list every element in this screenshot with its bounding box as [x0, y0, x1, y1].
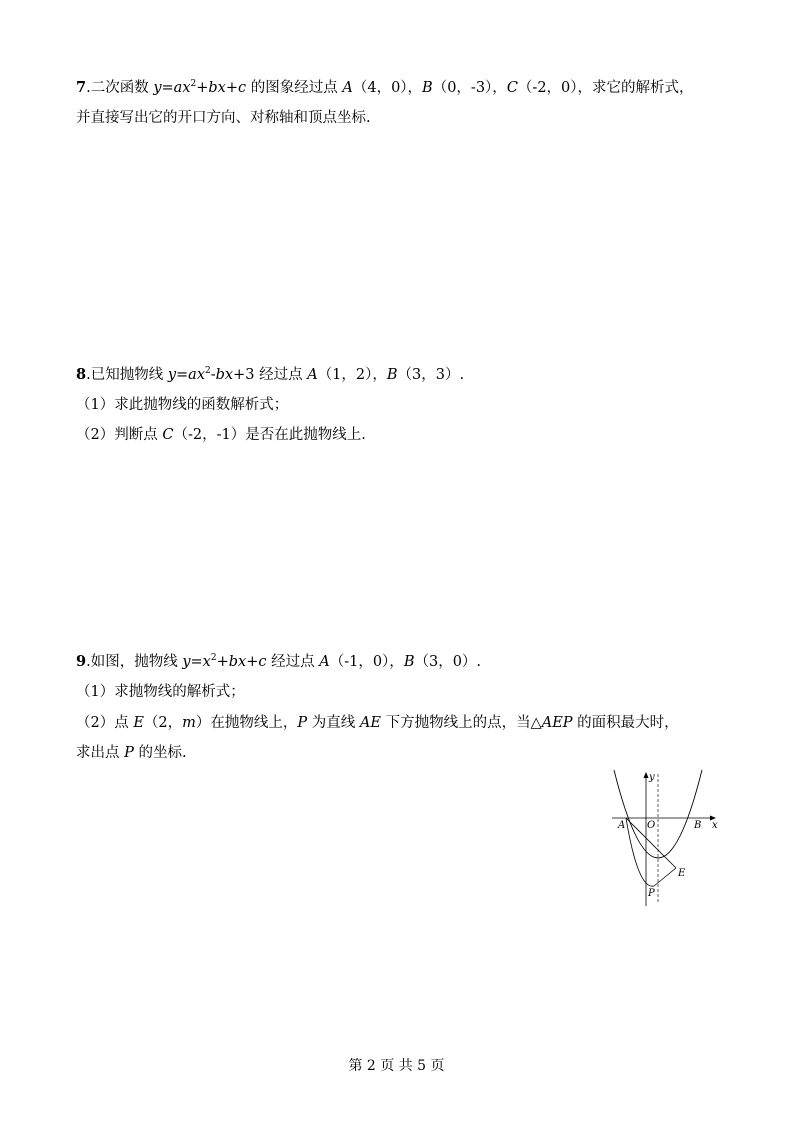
label-a: A	[618, 820, 626, 831]
q8-number: 8	[76, 366, 87, 383]
y-axis-arrow	[644, 772, 649, 778]
label-y: y	[649, 772, 655, 783]
label-b: B	[694, 820, 702, 831]
q9-number: 9	[76, 653, 87, 670]
q8-line1: 8.已知抛物线 $y=ax^2-bx+3$ 经过点 A（1，2），B（3，3）.	[76, 366, 465, 383]
q9-equation: y	[182, 654, 191, 670]
label-o: O	[647, 820, 656, 831]
label-x: x	[712, 820, 718, 831]
label-p: P	[648, 888, 655, 899]
q7-number: 7	[76, 79, 87, 96]
q9-sub2: （2）点 E（2，m）在抛物线上，P 为直线 AE 下方抛物线上的点，当△AEP 的面积最大时，	[76, 715, 679, 731]
q7-line1: 7.二次函数 $y=ax^2+bx+c$ 的图象经过点 A（4，0），B（0，-3），C（-2，0），求它的解析式，	[76, 79, 694, 96]
q8-equation: y	[167, 367, 177, 383]
q9-line1: 9.如图，抛物线 $y=x^2+bx+c$ 经过点 A（-1，0），B（3，0）.	[76, 653, 482, 670]
q9-sub1: （1）求抛物线的解析式；	[76, 684, 245, 700]
parabola-figure	[612, 770, 724, 906]
page-footer: 第 2 页 共 5 页	[348, 1058, 445, 1074]
q7-equation: y	[153, 80, 162, 96]
q8-sub1: （1）求此抛物线的函数解析式；	[76, 397, 289, 413]
q7-line2: 并直接写出它的开口方向、对称轴和顶点坐标.	[76, 110, 371, 126]
q8-sub2: （2）判断点 C（-2，-1）是否在此抛物线上.	[76, 427, 366, 443]
q9-line4: 求出点 P 的坐标.	[76, 745, 187, 761]
label-e: E	[678, 868, 686, 879]
segment-pe	[654, 868, 676, 886]
